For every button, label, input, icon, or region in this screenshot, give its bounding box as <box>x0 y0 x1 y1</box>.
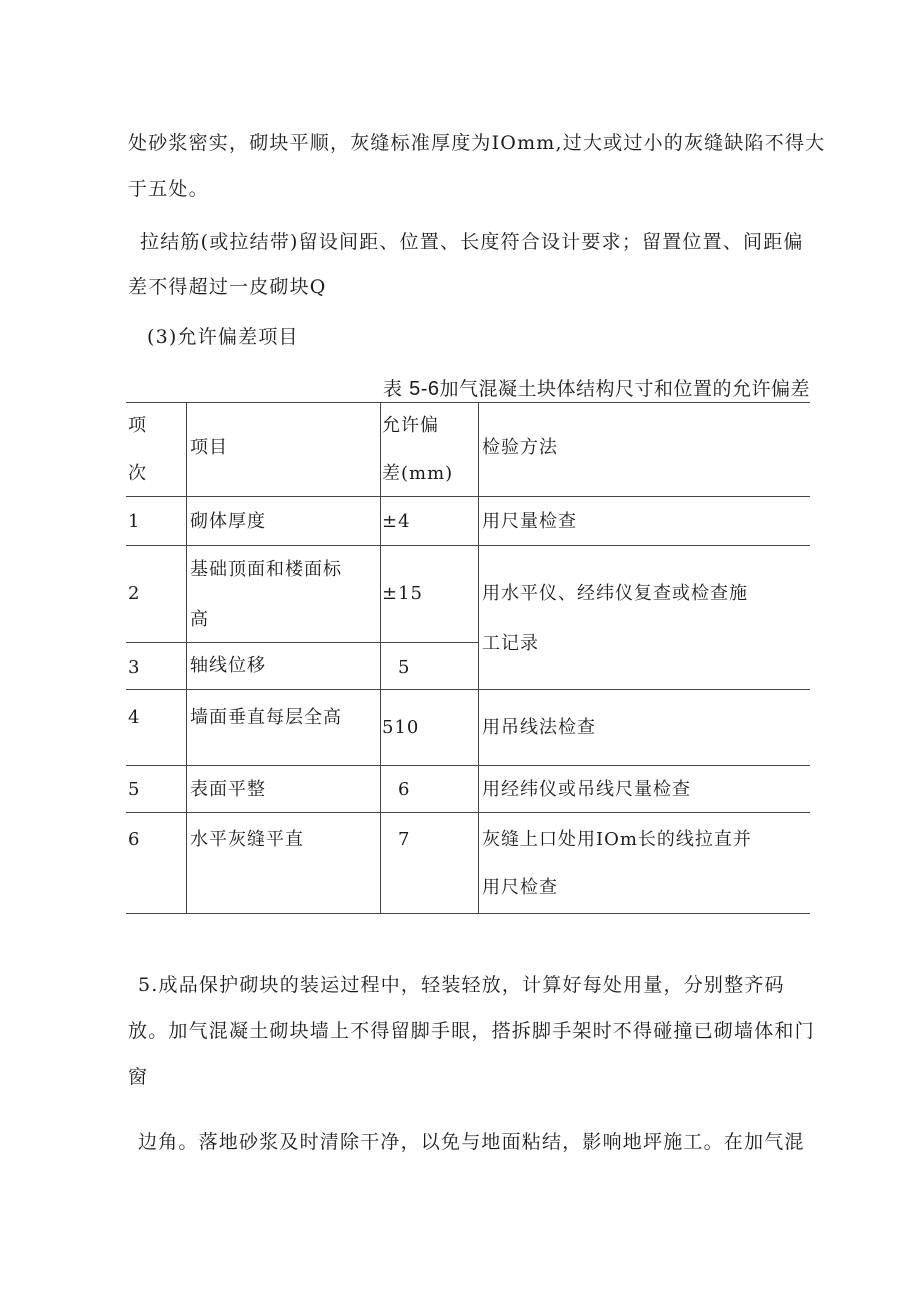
header-tolerance: 差(mm) <box>382 463 454 484</box>
paragraph-text: 于五处。 <box>128 178 209 200</box>
row-method: 用吊线法检查 <box>482 717 596 738</box>
row-method: 用尺检查 <box>482 877 558 898</box>
row-method: 灰缝上口处用IOm长的线拉直并 <box>482 829 752 850</box>
paragraph-text: 放。加气混凝土砌块墙上不得留脚手眼，搭拆脚手架时不得碰撞已砌墙体和门 <box>128 1020 815 1042</box>
paragraph-text: 边角。落地砂浆及时清除干净，以免与地面粘结，影响地坪施工。在加气混 <box>138 1131 805 1153</box>
section-heading: (3)允许偏差项目 <box>147 326 299 348</box>
row-item: 水平灰缝平直 <box>190 829 304 850</box>
table-rule <box>126 642 478 643</box>
row-tolerance: 510 <box>382 717 420 738</box>
row-item: 基础顶面和楼面标 <box>190 559 342 580</box>
row-index: 1 <box>128 511 141 532</box>
row-item: 墙面垂直每层全高 <box>190 707 342 728</box>
tolerance-table <box>126 402 810 914</box>
paragraph-text: 窗 <box>128 1066 149 1088</box>
table-rule <box>126 913 810 914</box>
row-tolerance: 6 <box>398 779 411 800</box>
header-index: 项 <box>128 415 147 436</box>
row-tolerance: 5 <box>398 657 411 678</box>
row-index: 5 <box>128 779 141 800</box>
row-item: 轴线位移 <box>190 655 266 676</box>
table-rule <box>186 402 187 914</box>
row-method: 工记录 <box>482 633 539 654</box>
paragraph-text: 差不得超过一皮砌块Q <box>128 276 327 298</box>
caption-text: 加气混凝土块体结构尺寸和位置的允许偏差 <box>439 378 810 400</box>
header-item: 项目 <box>190 437 228 458</box>
row-index: 3 <box>128 657 141 678</box>
table-rule <box>478 402 479 914</box>
row-item: 高 <box>190 609 209 630</box>
row-method: 用经纬仪或吊线尺量检查 <box>482 779 691 800</box>
row-tolerance: ±15 <box>382 583 423 604</box>
paragraph-text: 处砂浆密实，砌块平顺，灰缝标准厚度为IOmm,过大或过小的灰缝缺陷不得大 <box>128 132 826 154</box>
table-rule <box>380 402 381 914</box>
caption-number: 5-6 <box>409 378 440 400</box>
row-item: 砌体厚度 <box>190 511 266 532</box>
row-method: 用尺量检查 <box>482 511 577 532</box>
paragraph-text: 拉结筋(或拉结带)留设间距、位置、长度符合设计要求；留置位置、间距偏 <box>140 231 804 253</box>
header-index: 次 <box>128 463 147 484</box>
row-index: 4 <box>128 707 141 728</box>
header-method: 检验方法 <box>482 437 558 458</box>
table-rule <box>126 402 810 403</box>
row-tolerance: ±4 <box>382 511 411 532</box>
row-index: 2 <box>128 583 141 604</box>
row-item: 表面平整 <box>190 779 266 800</box>
table-caption <box>383 374 810 401</box>
row-index: 6 <box>128 829 141 850</box>
header-tolerance: 允许偏 <box>382 415 439 436</box>
row-method: 用水平仪、经纬仪复查或检查施 <box>482 583 748 604</box>
caption-prefix: 表 <box>383 378 403 400</box>
paragraph-text: 5.成品保护砌块的装运过程中，轻装轻放，计算好每处用量，分别整齐码 <box>138 974 785 996</box>
row-tolerance: 7 <box>398 829 411 850</box>
table-rule <box>126 496 810 497</box>
